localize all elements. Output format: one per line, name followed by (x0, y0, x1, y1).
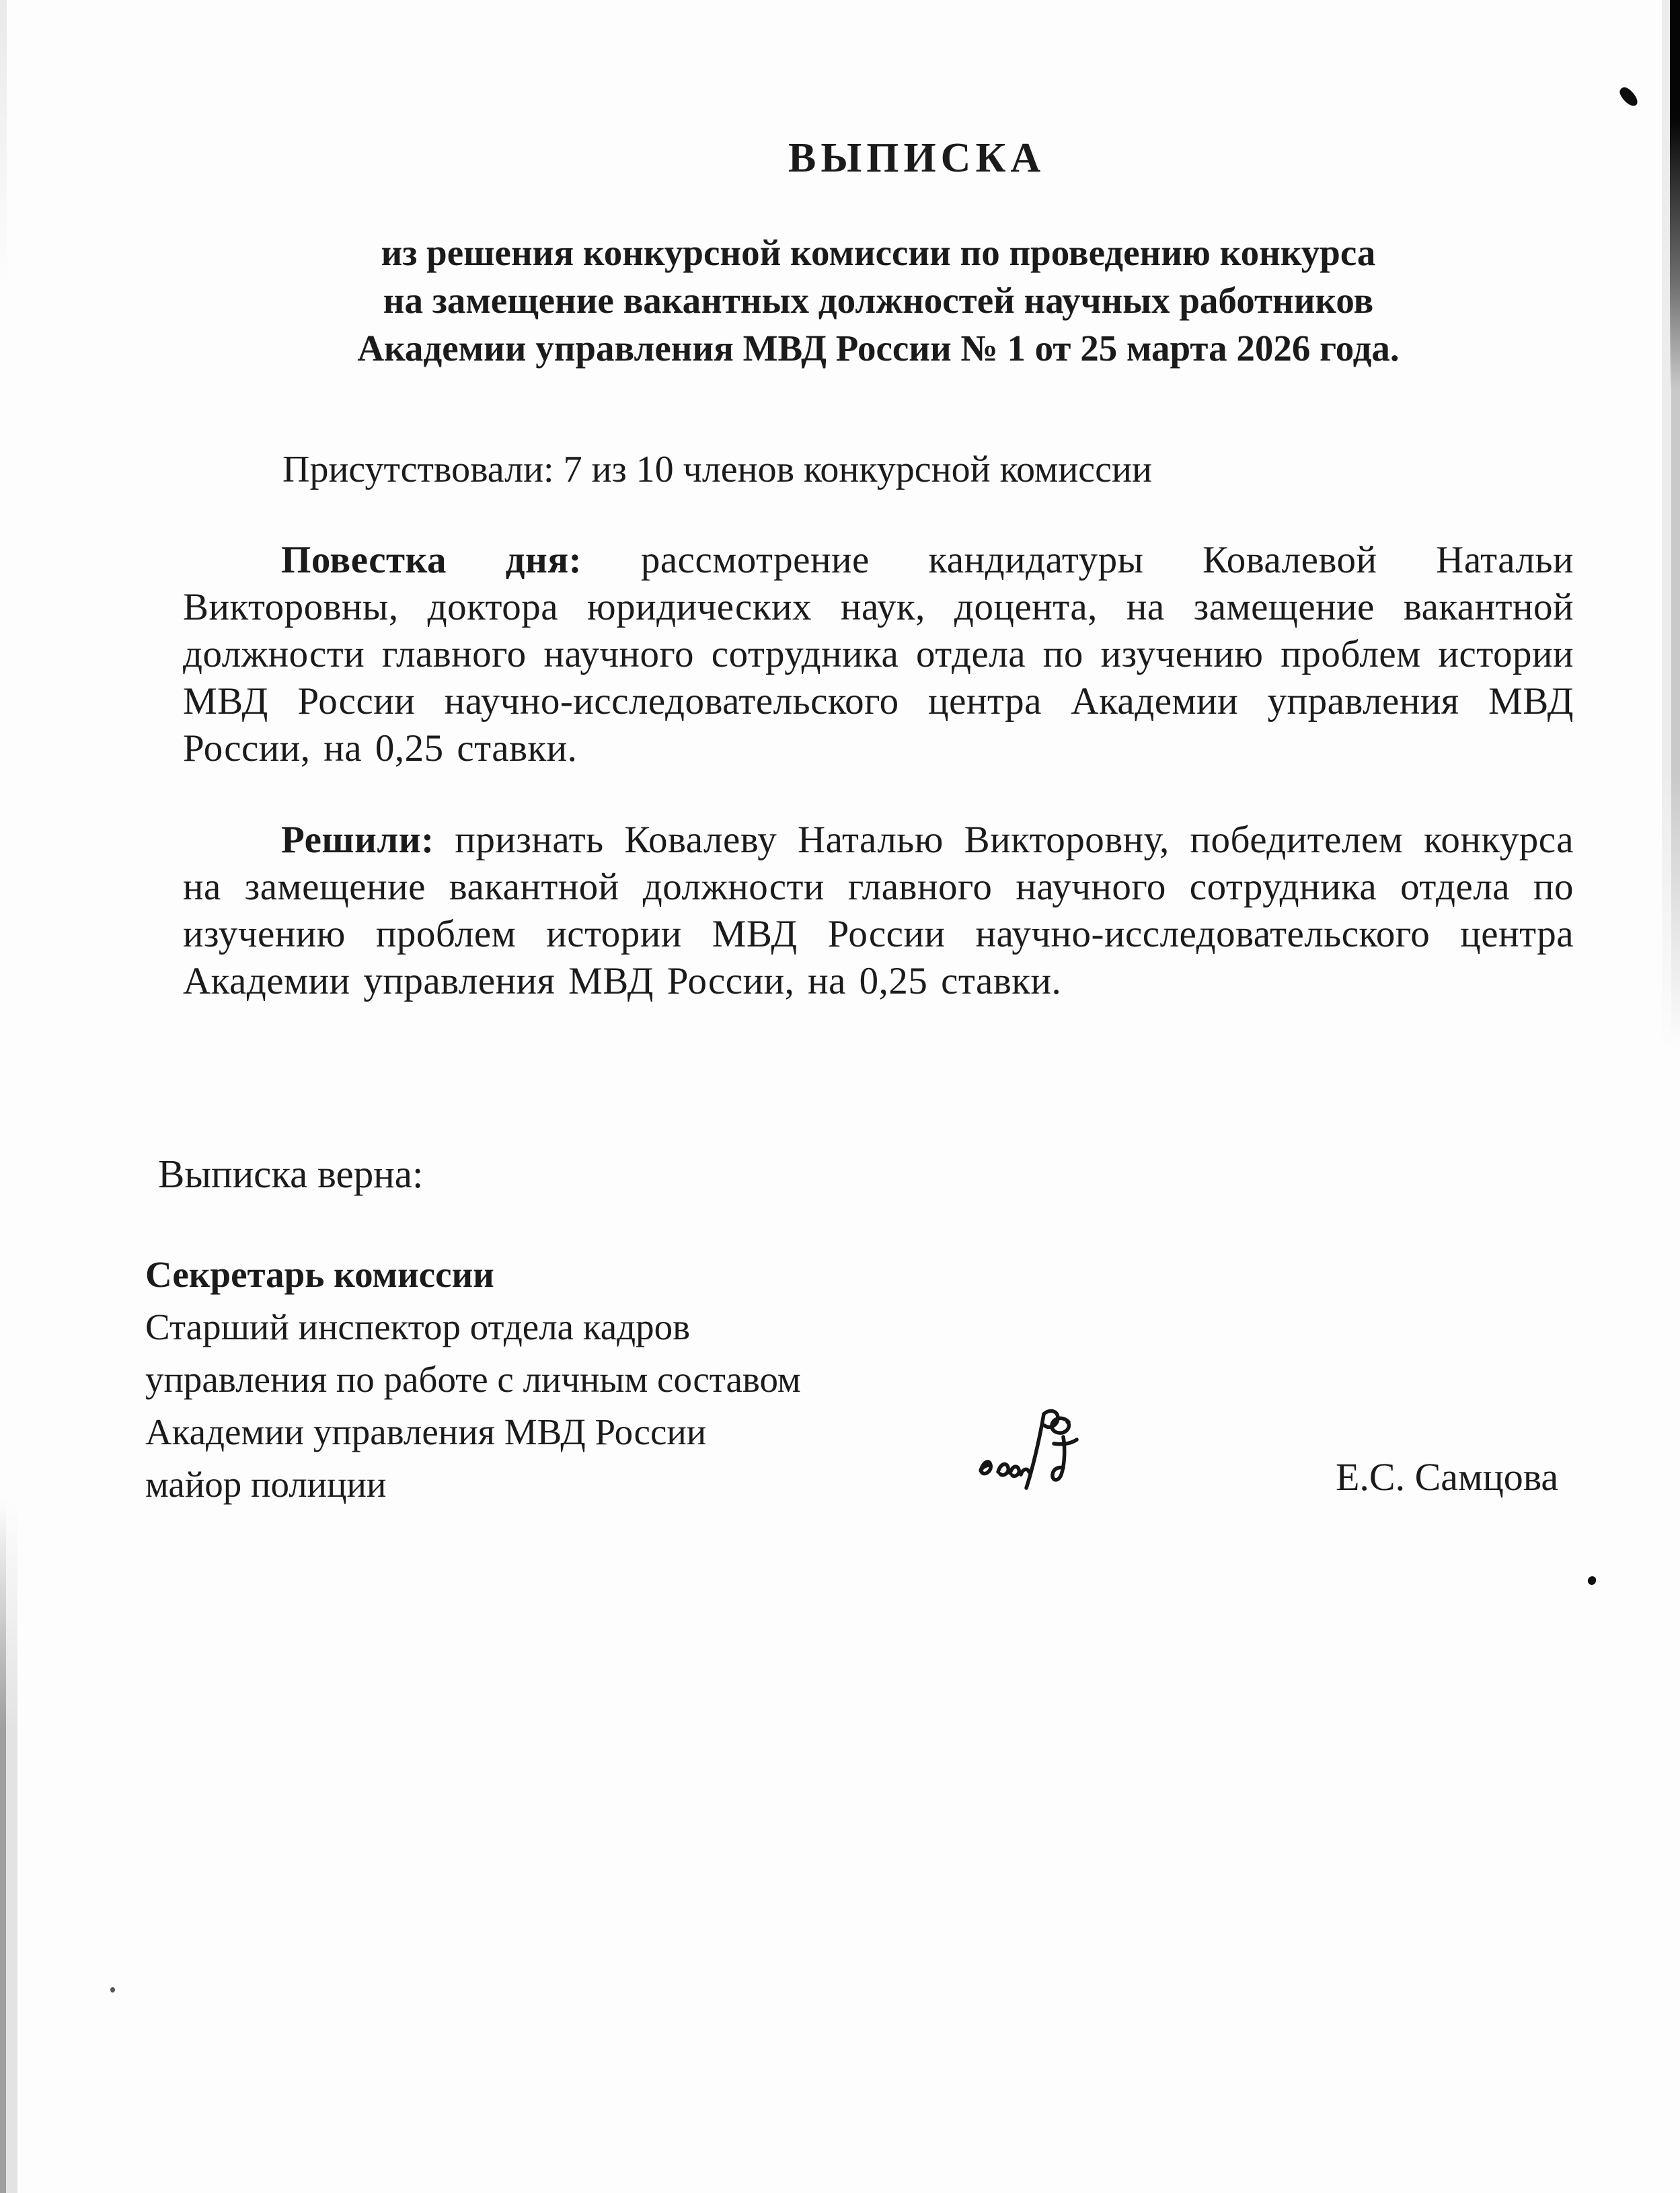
signatory-role-line-4: майор полиции (145, 1464, 387, 1505)
agenda-text: рассмотрение кандидатуры Ковалевой Натальи Викторовны, доктора юридических наук, доцента, на замещение вакантной должности главного научного сотрудника отдела по изучению проблем истории МВД России научно-исследовательского центра Академии управления МВД России, на 0,25 ставки. (183, 539, 1574, 770)
attendance-line: Присутствовали: 7 из 10 членов конкурсной комиссии (282, 449, 1152, 490)
agenda-paragraph (183, 537, 1574, 772)
signatory-role-line-2: управления по работе с личным составом (145, 1359, 801, 1400)
agenda-label: Повестка дня: (281, 539, 582, 581)
ink-dot-icon (1587, 1575, 1597, 1586)
scan-edge-left-top (0, 0, 7, 283)
subtitle-line-1: из решения конкурсной комиссии по проведению конкурса (381, 232, 1376, 273)
resolution-paragraph (183, 817, 1574, 1005)
scan-edge-right-shadow (1670, 0, 1680, 390)
subtitle-line-2: на замещение вакантных должностей научных работников (383, 280, 1374, 321)
signatory-role-line-3: Академии управления МВД России (145, 1411, 707, 1452)
pen-stroke-mark-icon (1617, 85, 1642, 112)
certification-line: Выписка верна: (158, 1152, 424, 1196)
document-title: ВЫПИСКА (788, 135, 1046, 181)
resolution-text: признать Ковалеву Наталью Викторовну, победителем конкурса на замещение вакантной должности главного научного сотрудника отдела по изучению проблем истории МВД России научно-исследовательского центра Академии управления МВД России, на 0,25 ставки. (183, 819, 1574, 1002)
signatory-block (145, 1249, 986, 1511)
subtitle-line-3: Академии управления МВД России № 1 от 25 марта 2026 года. (357, 328, 1400, 369)
document-subtitle (183, 229, 1574, 372)
signatory-role-line-1: Старший инспектор отдела кадров (145, 1306, 691, 1347)
scan-edge-left-fade (0, 1500, 17, 1729)
handwritten-signature-icon (974, 1405, 1085, 1507)
signatory-name: Е.С. Самцова (1336, 1455, 1559, 1499)
resolution-label: Решили: (281, 819, 434, 861)
ink-speck-icon (110, 1987, 115, 1993)
signatory-role-title: Секретарь комиссии (145, 1254, 494, 1295)
